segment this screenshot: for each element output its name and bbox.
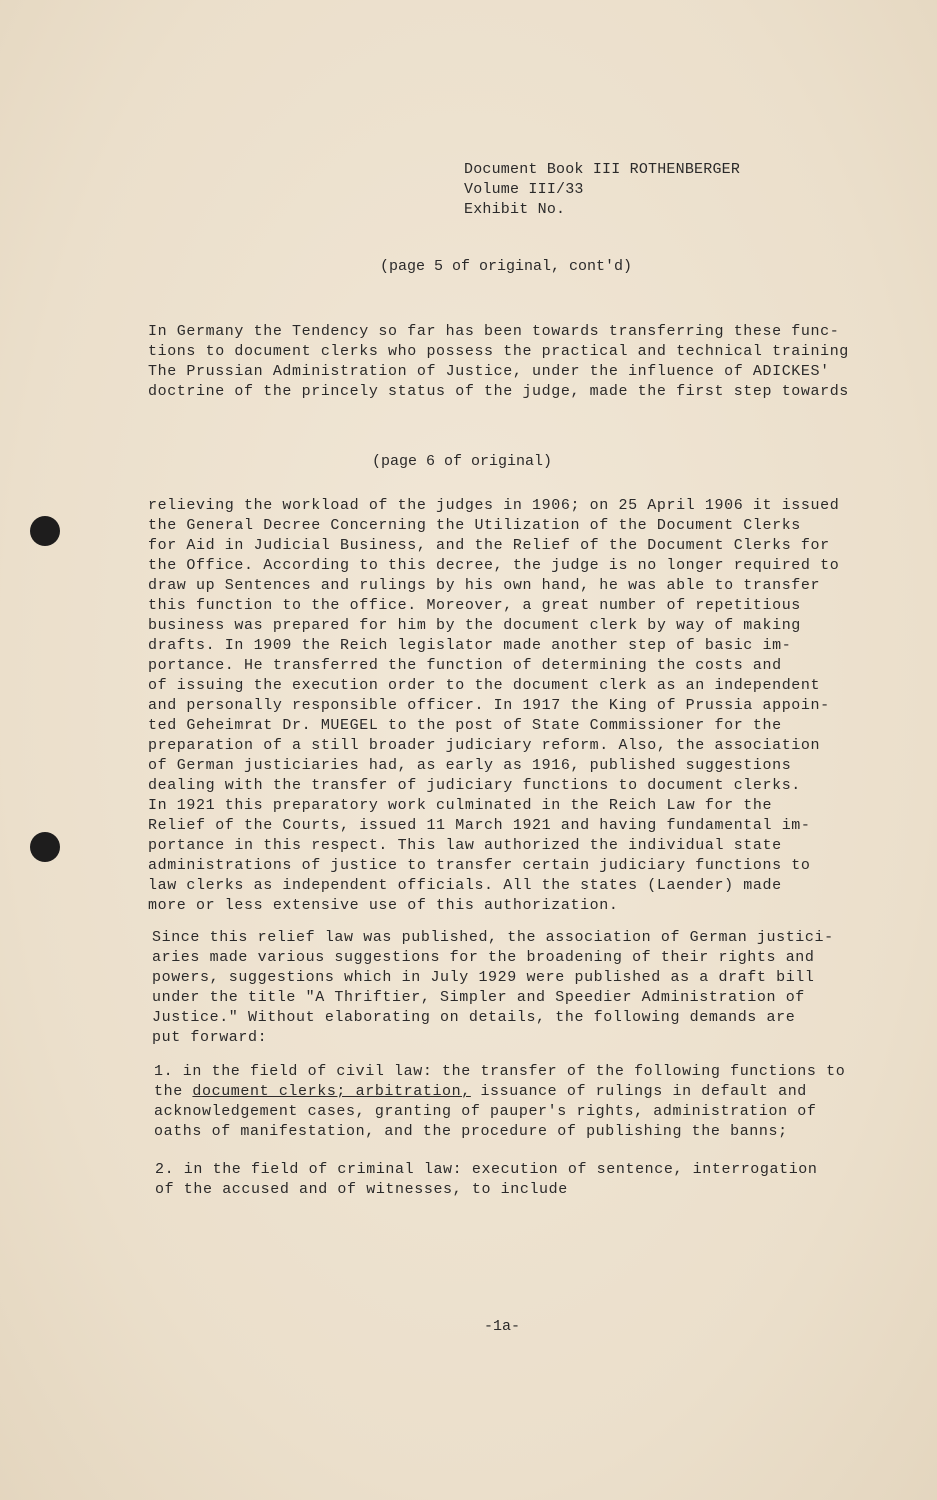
- paragraph-2-line: law clerks as independent officials. All the states (Laender) made: [148, 877, 782, 894]
- paragraph-3-line: aries made various suggestions for the broadening of their rights and: [152, 949, 815, 966]
- paragraph-2-line: business was prepared for him by the document clerk by way of making: [148, 617, 801, 634]
- paragraph-2-line: In 1921 this preparatory work culminated in the Reich Law for the: [148, 797, 773, 814]
- page-note-6: (page 6 of original): [372, 453, 553, 470]
- paragraph-2: [148, 496, 860, 916]
- paragraph-4: [154, 1062, 866, 1142]
- paragraph-1-line: doctrine of the princely status of the judge, made the first step towards: [148, 383, 849, 400]
- paragraph-5: [155, 1160, 867, 1200]
- paragraph-5-line: 2. in the field of criminal law: execution of sentence, interrogation: [155, 1161, 818, 1178]
- paragraph-5-line: of the accused and of witnesses, to include: [155, 1181, 568, 1198]
- header-volume: Volume III/33: [464, 181, 584, 198]
- page-note-5: (page 5 of original, cont'd): [380, 258, 633, 275]
- paragraph-4-line: oaths of manifestation, and the procedure of publishing the banns;: [154, 1123, 788, 1140]
- paragraph-3-line: Justice." Without elaborating on details, the following demands are: [152, 1009, 796, 1026]
- paragraph-4-suffix: issuance of rulings in default and: [470, 1083, 807, 1100]
- paragraph-3-line: put forward:: [152, 1029, 268, 1046]
- page-number: -1a-: [484, 1318, 521, 1335]
- paragraph-2-line: the General Decree Concerning the Utilization of the Document Clerks: [148, 517, 801, 534]
- paragraph-2-line: ted Geheimrat Dr. MUEGEL to the post of State Commissioner for the: [148, 717, 782, 734]
- paragraph-1-line: The Prussian Administration of Justice, under the influence of ADICKES': [148, 363, 830, 380]
- punch-hole-bottom: [30, 832, 60, 862]
- paragraph-2-line: portance in this respect. This law authorized the individual state: [148, 837, 782, 854]
- paragraph-3-line: powers, suggestions which in July 1929 were published as a draft bill: [152, 969, 815, 986]
- paragraph-4-prefix: the: [154, 1083, 193, 1100]
- paragraph-4-underlined-text: document clerks; arbitration,: [192, 1083, 471, 1100]
- paragraph-3-line: Since this relief law was published, the association of German justici-: [152, 929, 834, 946]
- paragraph-2-line: for Aid in Judicial Business, and the Relief of the Document Clerks for: [148, 537, 830, 554]
- paragraph-2-line: more or less extensive use of this authorization.: [148, 897, 619, 914]
- paragraph-2-line: portance. He transferred the function of determining the costs and: [148, 657, 782, 674]
- paragraph-2-line: the Office. According to this decree, the judge is no longer required to: [148, 557, 840, 574]
- paragraph-2-line: of German justiciaries had, as early as 1916, published suggestions: [148, 757, 792, 774]
- document-header: [464, 160, 740, 220]
- paragraph-4-line: [154, 1082, 866, 1102]
- paragraph-2-line: and personally responsible officer. In 1917 the King of Prussia appoin-: [148, 697, 830, 714]
- paragraph-4-line: acknowledgement cases, granting of pauper's rights, administration of: [154, 1103, 817, 1120]
- paragraph-2-line: of issuing the execution order to the document clerk as an independent: [148, 677, 821, 694]
- paragraph-2-line: this function to the office. Moreover, a great number of repetitious: [148, 597, 801, 614]
- paragraph-2-line: drafts. In 1909 the Reich legislator made another step of basic im-: [148, 637, 792, 654]
- paragraph-2-line: relieving the workload of the judges in 1906; on 25 April 1906 it issued: [148, 497, 840, 514]
- paragraph-2-line: dealing with the transfer of judiciary functions to document clerks.: [148, 777, 801, 794]
- paragraph-4-line: 1. in the field of civil law: the transfer of the following functions to: [154, 1063, 846, 1080]
- punch-hole-top: [30, 516, 60, 546]
- paragraph-3: [152, 928, 864, 1048]
- paragraph-2-line: Relief of the Courts, issued 11 March 1921 and having fundamental im-: [148, 817, 811, 834]
- paragraph-3-line: under the title "A Thriftier, Simpler and Speedier Administration of: [152, 989, 805, 1006]
- header-exhibit: Exhibit No.: [464, 201, 566, 218]
- paragraph-1: [148, 322, 860, 402]
- paragraph-2-line: draw up Sentences and rulings by his own hand, he was able to transfer: [148, 577, 821, 594]
- paragraph-1-line: tions to document clerks who possess the practical and technical training: [148, 343, 849, 360]
- header-document-book: Document Book III ROTHENBERGER: [464, 161, 741, 178]
- paragraph-2-line: administrations of justice to transfer certain judiciary functions to: [148, 857, 811, 874]
- paragraph-2-line: preparation of a still broader judiciary reform. Also, the association: [148, 737, 821, 754]
- paragraph-1-line: In Germany the Tendency so far has been towards transferring these func-: [148, 323, 840, 340]
